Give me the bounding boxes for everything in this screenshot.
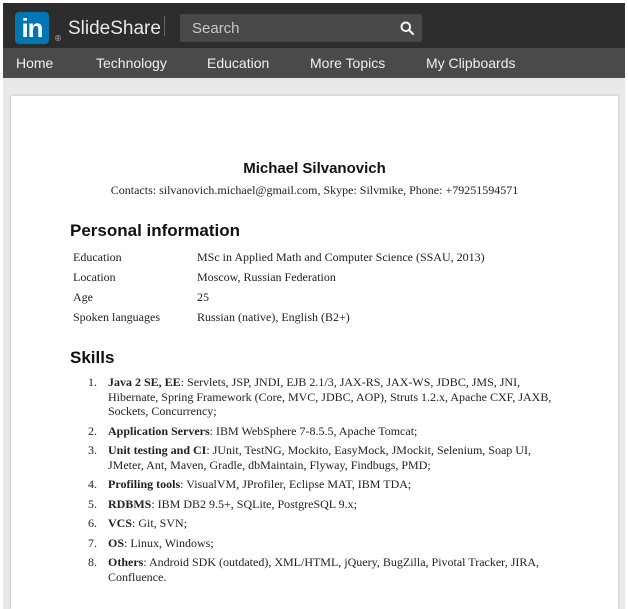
skill-title: Application Servers — [108, 423, 210, 438]
info-value: MSc in Applied Math and Computer Science (SSAU, 2013) — [197, 250, 485, 264]
skill-text: : IBM DB2 9.5+, SQLite, PostgreSQL 9.x; — [151, 496, 358, 511]
info-row-location — [73, 270, 593, 288]
header-divider — [164, 16, 165, 36]
search-box — [180, 14, 422, 42]
nav-technology[interactable]: Technology — [96, 55, 167, 71]
skill-item — [83, 555, 553, 584]
info-value: Russian (native), English (B2+) — [197, 310, 350, 324]
skill-number: 6. — [88, 516, 97, 530]
skill-title: Unit testing and CI — [108, 443, 207, 457]
resume-name: Michael Silvanovich — [243, 160, 386, 177]
skill-item — [83, 477, 553, 492]
skill-text: : Linux, Windows; — [124, 535, 214, 550]
search-button[interactable] — [392, 14, 422, 42]
info-label: Age — [73, 290, 93, 304]
skill-number: 3. — [88, 443, 97, 457]
top-bar — [3, 3, 625, 48]
info-label: Spoken languages — [73, 310, 160, 324]
skills-list — [83, 375, 553, 589]
contacts-line: Contacts: silvanovich.michael@gmail.com, Skype: Silvmike, Phone: +79251594571 — [110, 183, 519, 197]
skill-item — [83, 424, 553, 439]
skill-number: 7. — [88, 535, 97, 550]
info-value: Moscow, Russian Federation — [197, 270, 336, 284]
registered-mark: ® — [54, 34, 62, 43]
skill-item — [83, 375, 553, 419]
linkedin-logo[interactable]: in — [15, 12, 49, 44]
skill-text: : Git, SVN; — [132, 516, 188, 530]
skill-item — [83, 536, 553, 551]
category-nav — [3, 48, 625, 78]
skill-title: Profiling tools — [108, 477, 181, 491]
skill-title: Others — [108, 555, 144, 569]
skill-number: 5. — [88, 496, 97, 511]
slide-document[interactable] — [11, 96, 618, 609]
skill-text: : VisualVM, JProfiler, Eclipse MAT, IBM TDA; — [180, 477, 412, 491]
skills-heading: Skills — [70, 348, 115, 367]
skill-item — [83, 497, 553, 512]
info-label: Location — [73, 270, 116, 284]
skill-text: : Android SDK (outdated), XML/HTML, jQuery, BugZilla, Pivotal Tracker, JIRA, Confluence. — [108, 555, 540, 584]
magnifier-icon — [400, 21, 414, 35]
skill-title: RDBMS — [108, 496, 152, 511]
info-value: 25 — [197, 290, 209, 304]
skill-item — [83, 516, 553, 531]
skill-number: 8. — [88, 555, 97, 569]
info-row-education — [73, 250, 593, 268]
skill-number: 4. — [88, 477, 97, 491]
skill-title: OS — [108, 535, 125, 550]
skill-title: VCS — [108, 516, 133, 530]
skill-text: : JUnit, TestNG, Mockito, EasyMock, JMockit, Selenium, Soap UI, JMeter, Ant, Maven, Gradle, dbMaintain, Flyway, Findbugs, PMD; — [108, 443, 531, 472]
nav-more-topics[interactable]: More Topics — [310, 55, 386, 71]
search-input[interactable] — [180, 14, 380, 42]
skill-text: : Servlets, JSP, JNDI, EJB 2.1/3, JAX-RS, JAX-WS, JDBC, JMS, JNI, Hibernate, Spring Framework (Core, MVC, JDBC, AOP), Struts 1.2.x, Apache CXF, JAXB, Sockets, Concurrency; — [108, 375, 552, 418]
nav-my-clipboards[interactable]: My Clipboards — [426, 55, 516, 71]
skill-number: 2. — [88, 423, 97, 438]
nav-education[interactable]: Education — [207, 55, 270, 71]
info-label: Education — [73, 250, 122, 264]
info-row-age — [73, 290, 593, 308]
skill-title: Java 2 SE, EE — [108, 375, 181, 389]
skill-text: : IBM WebSphere 7-8.5.5, Apache Tomcat; — [209, 423, 418, 438]
skill-number: 1. — [88, 375, 97, 389]
nav-home[interactable]: Home — [16, 55, 54, 71]
info-row-languages — [73, 310, 593, 328]
personal-info-heading: Personal information — [70, 221, 241, 240]
brand-name[interactable]: SlideShare — [68, 18, 161, 39]
skill-item — [83, 443, 553, 472]
